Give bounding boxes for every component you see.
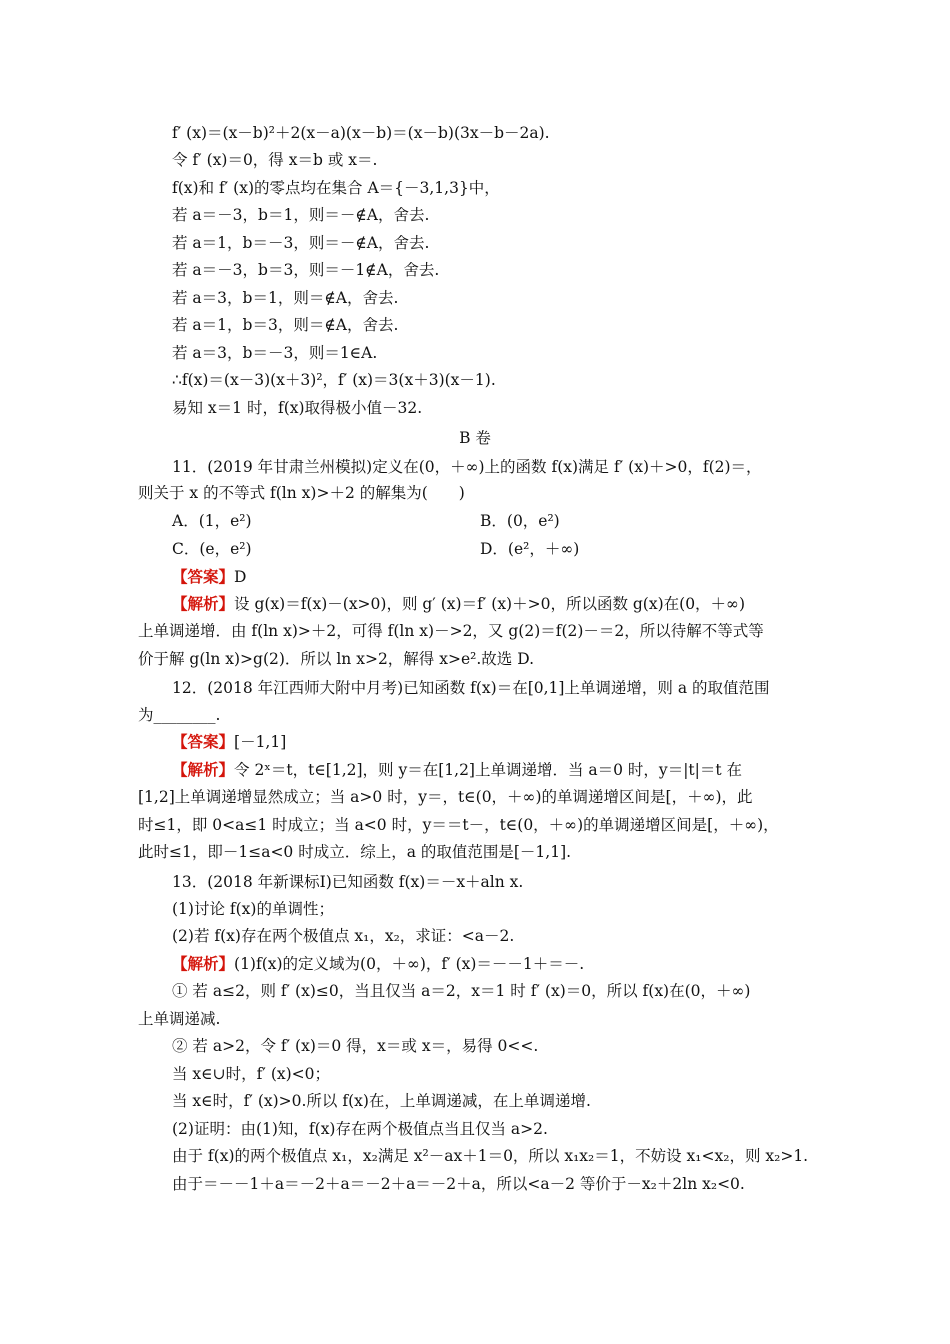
q13-part-2: (2)若 f(x)存在两个极值点 x₁，x₂，求证：<a－2.: [172, 927, 515, 945]
analysis-text: 令 2ˣ＝t，t∈[1,2]，则 y＝在[1,2]上单调递增．当 a＝0 时，y＝|t|＝t 在: [234, 761, 743, 779]
q11-analysis-cont: 价于解 g(ln x)>g(2)．所以 ln x>2，解得 x>e².故选 D.: [138, 650, 535, 668]
q11-analysis: [172, 593, 745, 615]
text-line: ② 若 a>2，令 f′ (x)＝0 得，x＝或 x＝，易得 0<<.: [172, 1037, 539, 1055]
q11-option-d: D．(e²，＋∞): [480, 540, 580, 558]
q11-answer: [172, 566, 246, 588]
q11-stem-cont: 则关于 x 的不等式 f(ln x)>＋2 的解集为( ): [138, 484, 465, 502]
text-line: 若 a＝3，b＝1，则＝∉A，舍去.: [172, 289, 399, 307]
answer-value: D: [234, 568, 247, 586]
q12-analysis: [172, 759, 742, 781]
text-line: 易知 x＝1 时，f(x)取得极小值－32.: [172, 399, 423, 417]
text-line: 由于 f(x)的两个极值点 x₁，x₂满足 x²－ax＋1＝0，所以 x₁x₂＝1，不妨设 x₁<x₂，则 x₂>1.: [172, 1147, 809, 1165]
text-line: ① 若 a≤2，则 f′ (x)≤0，当且仅当 a＝2，x＝1 时 f′ (x)＝0，所以 f(x)在(0，＋∞): [172, 982, 751, 1000]
q12-stem-cont: 为________.: [138, 706, 221, 724]
text-line: f(x)和 f′ (x)的零点均在集合 A＝{－3,1,3}中，: [172, 179, 500, 197]
text-line: f′ (x)＝(x－b)²＋2(x－a)(x－b)＝(x－b)(3x－b－2a).: [172, 124, 550, 142]
text-line: (2)证明：由(1)知，f(x)存在两个极值点当且仅当 a>2.: [172, 1120, 548, 1138]
analysis-tag: 【解析】: [172, 954, 235, 973]
analysis-text: (1)f(x)的定义域为(0，＋∞)，f′ (x)＝－－1＋＝－.: [234, 955, 585, 973]
q12-analysis-cont: [1,2]上单调递增显然成立；当 a>0 时，y＝，t∈(0，＋∞)的单调递增区间是[，＋∞)，此: [138, 788, 753, 806]
q12-analysis-cont: 此时≤1，即－1≤a<0 时成立．综上，a 的取值范围是[－1,1].: [138, 843, 572, 861]
q12-stem: 12．(2018 年江西师大附中月考)已知函数 f(x)＝在[0,1]上单调递增，则 a 的取值范围: [172, 679, 770, 697]
text-line: ∴f(x)＝(x－3)(x＋3)²，f′ (x)＝3(x＋3)(x－1).: [172, 371, 496, 389]
q12-answer: [172, 731, 286, 753]
answer-tag: 【答案】: [172, 567, 235, 586]
q12-analysis-cont: 时≤1，即 0<a≤1 时成立；当 a<0 时，y＝＝t－，t∈(0，＋∞)的单调递增区间是[，＋∞)，: [138, 816, 779, 834]
text-line: 若 a＝－3，b＝3，则＝－1∉A，舍去.: [172, 261, 440, 279]
analysis-tag: 【解析】: [172, 760, 235, 779]
answer-value: [－1,1]: [234, 733, 287, 751]
q13-analysis: [172, 953, 584, 975]
text-line: 上单调递减.: [138, 1010, 221, 1028]
q11-analysis-cont: 上单调递增．由 f(ln x)>＋2，可得 f(ln x)－>2，又 g(2)＝f(2)－＝2，所以待解不等式等: [138, 622, 764, 640]
text-line: 若 a＝1，b＝3，则＝∉A，舍去.: [172, 316, 399, 334]
analysis-text: 设 g(x)＝f(x)－(x>0)，则 g′ (x)＝f′ (x)＋>0，所以函数 g(x)在(0，＋∞): [234, 595, 746, 613]
q13-stem: 13．(2018 年新课标Ⅰ)已知函数 f(x)＝－x＋aln x.: [172, 873, 524, 891]
q13-part-1: (1)讨论 f(x)的单调性；: [172, 900, 334, 918]
section-title: B 卷: [459, 429, 491, 447]
text-line: 若 a＝－3，b＝1，则＝－∉A，舍去.: [172, 206, 430, 224]
text-line: 若 a＝3，b＝－3，则＝1∈A.: [172, 344, 378, 362]
q11-option-a: A．(1，e²): [172, 512, 252, 530]
text-line: 若 a＝1，b＝－3，则＝－∉A，舍去.: [172, 234, 430, 252]
q11-option-c: C．(e，e²): [172, 540, 252, 558]
answer-tag: 【答案】: [172, 732, 235, 751]
text-line: 由于＝－－1＋a＝－2＋a＝－2＋a＝－2＋a，所以<a－2 等价于－x₂＋2ln x₂<0.: [172, 1175, 745, 1193]
text-line: 当 x∈∪时，f′ (x)<0；: [172, 1065, 330, 1083]
text-line: 当 x∈时，f′ (x)>0.所以 f(x)在，上单调递减，在上单调递增.: [172, 1092, 591, 1110]
q11-option-b: B．(0，e²): [480, 512, 560, 530]
analysis-tag: 【解析】: [172, 594, 235, 613]
q11-stem: 11．(2019 年甘肃兰州模拟)定义在(0，＋∞)上的函数 f(x)满足 f′ (x)＋>0，f(2)＝，: [172, 458, 762, 476]
text-line: 令 f′ (x)＝0，得 x＝b 或 x＝.: [172, 151, 378, 169]
